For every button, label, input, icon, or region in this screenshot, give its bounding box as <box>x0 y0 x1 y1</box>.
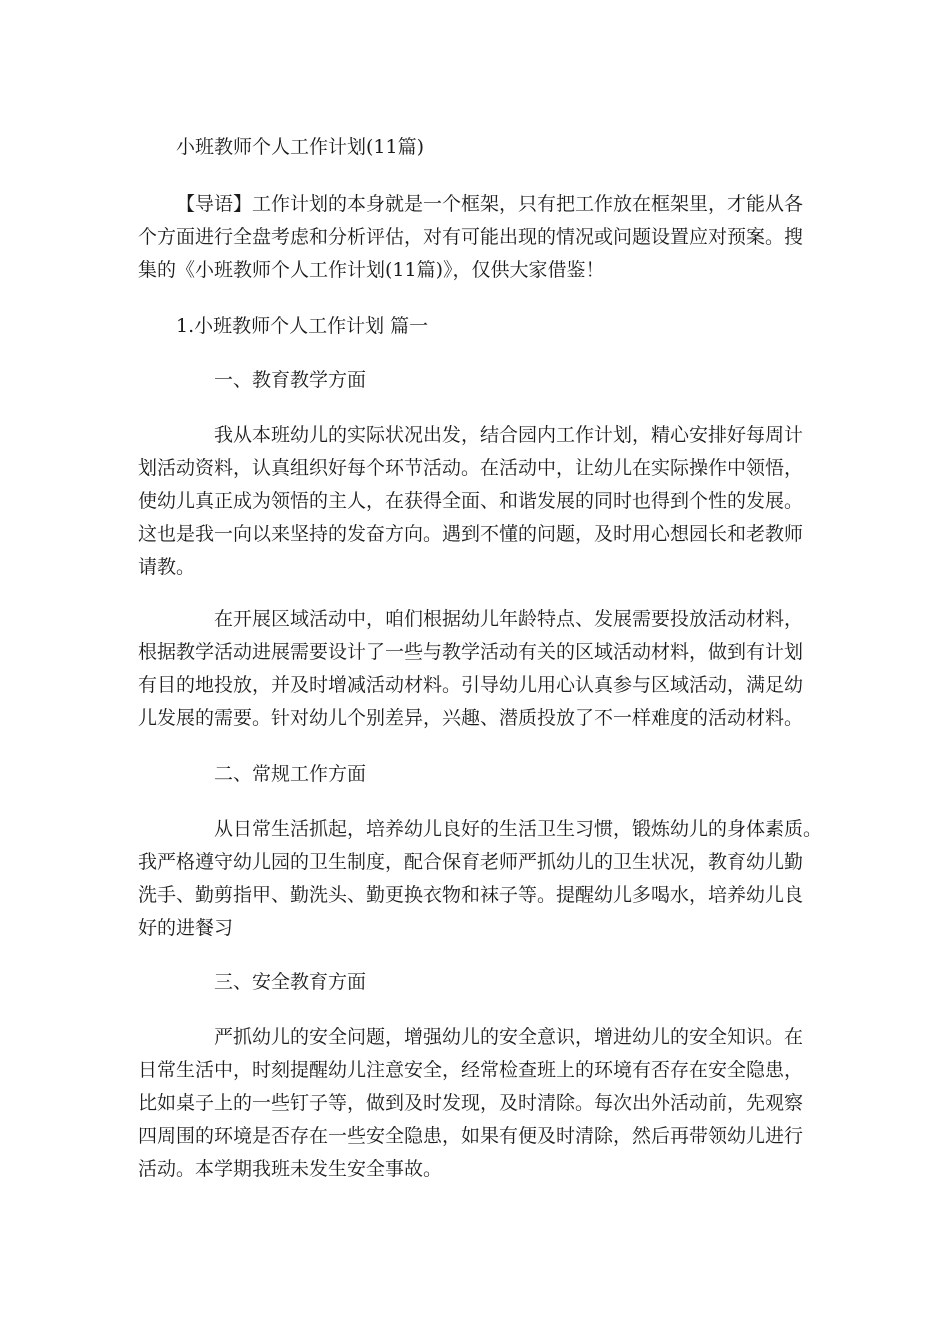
heading-safety-text: 三、安全教育方面 <box>214 971 367 993</box>
heading-safety <box>214 966 886 999</box>
paragraph-line: 日常生活中，时刻提醒幼儿注意安全，经常检查班上的环境有否存在安全隐患， <box>138 1059 804 1081</box>
paragraph-line: 严抓幼儿的安全问题，增强幼儿的安全意识，增进幼儿的安全知识。在 <box>214 1026 804 1048</box>
paragraph-line: 比如桌子上的一些钉子等，做到及时发现，及时清除。每次出外活动前，先观察 <box>138 1092 804 1114</box>
paragraph-line: 在开展区域活动中，咱们根据幼儿年龄特点、发展需要投放活动材料， <box>214 608 804 630</box>
heading-teaching-text: 一、教育教学方面 <box>214 369 367 391</box>
title-text: 小班教师个人工作计划(11篇) <box>176 136 425 158</box>
paragraph-line: 划活动资料，认真组织好每个环节活动。在活动中，让幼儿在实际操作中领悟， <box>138 457 804 479</box>
paragraph-line: 好的进餐习 <box>138 917 234 939</box>
paragraph-routine <box>138 813 823 945</box>
intro-line: 集的《小班教师个人工作计划(11篇)》，仅供大家借鉴！ <box>138 259 605 281</box>
paragraph-line: 根据教学活动进展需要设计了一些与教学活动有关的区域活动材料，做到有计划 <box>138 641 804 663</box>
intro-line: 【导语】工作计划的本身就是一个框架，只有把工作放在框架里，才能从各 <box>176 193 804 215</box>
intro-paragraph <box>138 188 810 287</box>
paragraph-line: 四周围的环境是否存在一些安全隐患，如果有便及时清除，然后再带领幼儿进行 <box>138 1125 804 1147</box>
heading-teaching <box>214 364 886 397</box>
intro-line: 个方面进行全盘考虑和分析评估，对有可能出现的情况或问题设置应对预案。搜 <box>138 226 804 248</box>
paragraph-teaching-2 <box>138 603 810 735</box>
heading-routine <box>214 758 886 791</box>
paragraph-line: 有目的地投放，并及时增减活动材料。引导幼儿用心认真参与区域活动，满足幼 <box>138 674 804 696</box>
paragraph-line: 活动。本学期我班未发生安全事故。 <box>138 1158 443 1180</box>
heading-routine-text: 二、常规工作方面 <box>214 763 367 785</box>
paragraph-line: 从日常生活抓起，培养幼儿良好的生活卫生习惯，锻炼幼儿的身体素质。 <box>214 818 823 840</box>
paragraph-line: 我从本班幼儿的实际状况出发，结合园内工作计划，精心安排好每周计 <box>214 424 804 446</box>
paragraph-line: 儿发展的需要。针对幼儿个别差异，兴趣、潜质投放了不一样难度的活动材料。 <box>138 707 804 729</box>
paragraph-line: 请教。 <box>138 556 196 578</box>
paragraph-line: 我严格遵守幼儿园的卫生制度，配合保育老师严抓幼儿的卫生状况，教育幼儿勤 <box>138 851 804 873</box>
section-title <box>176 310 848 343</box>
paragraph-line: 洗手、勤剪指甲、勤洗头、勤更换衣物和袜子等。提醒幼儿多喝水，培养幼儿良 <box>138 884 804 906</box>
paragraph-safety <box>138 1021 810 1186</box>
paragraph-line: 这也是我一向以来坚持的发奋方向。遇到不懂的问题，及时用心想园长和老教师 <box>138 523 804 545</box>
section-title-text: 1.小班教师个人工作计划 篇一 <box>176 315 429 337</box>
paragraph-teaching-1 <box>138 419 810 584</box>
paragraph-line: 使幼儿真正成为领悟的主人，在获得全面、和谐发展的同时也得到个性的发展。 <box>138 490 804 512</box>
document-title <box>176 131 848 164</box>
